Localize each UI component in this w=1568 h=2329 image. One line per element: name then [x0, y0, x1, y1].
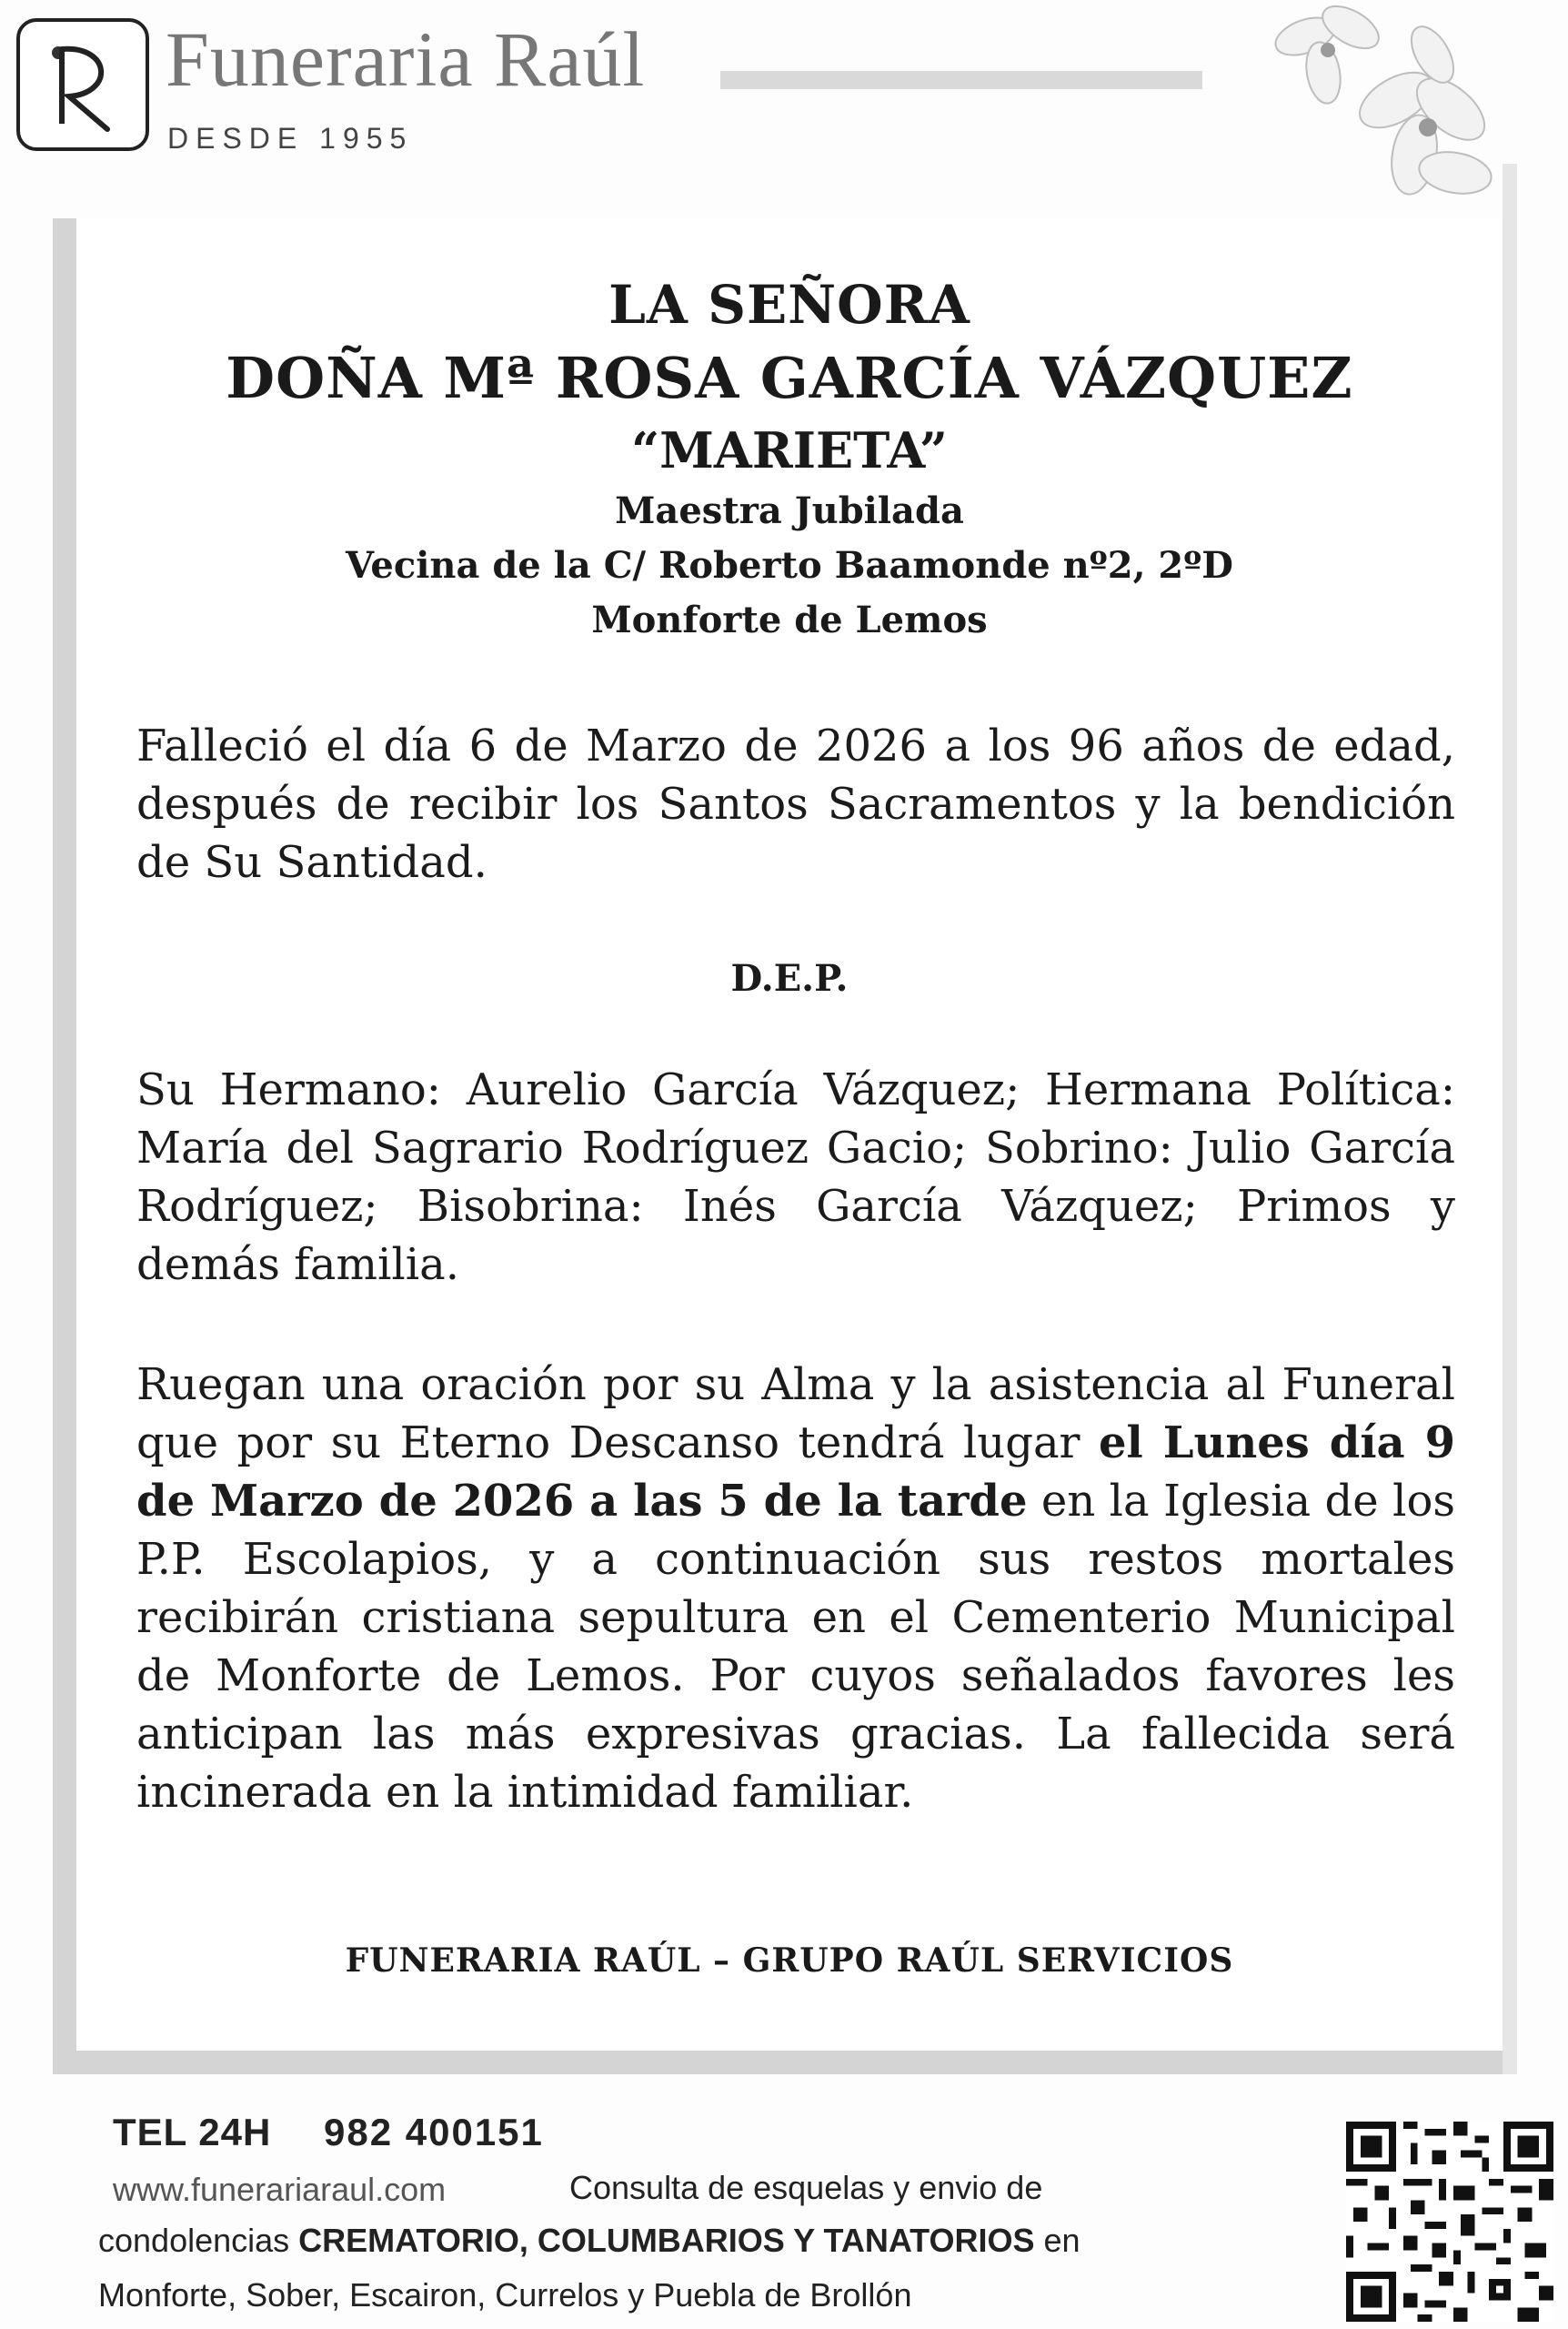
phone-label: TEL 24H [113, 2111, 272, 2153]
deceased-name: DOÑA Mª ROSA GARCÍA VÁZQUEZ [226, 345, 1353, 411]
brand-since: DESDE 1955 [167, 122, 414, 155]
consulta-text: Consulta de esquelas y envio de [569, 2169, 1043, 2206]
deceased-nickname: “MARIETA” [631, 421, 948, 479]
deceased-occupation: Maestra Jubilada [615, 489, 964, 532]
header-divider [720, 71, 1202, 89]
funeral-paragraph [136, 1356, 1455, 1821]
dep-label: D.E.P. [730, 957, 849, 1000]
website-link[interactable]: www.funerariaraul.com [113, 2171, 447, 2208]
funeral-details: en la Iglesia de los P.P. Escolapios, y a continuación sus restos mortales recibirán cristiana sepultura en el Cementerio Municipal de Monforte de Lemos. Por cuyos señalados favores les anticipan las más expresivas gracias. La fallecida será incinerada en la intimidad familiar. [136, 1476, 1455, 1818]
frame-left-border [53, 218, 76, 2074]
brand-name: Funeraria Raúl [166, 15, 646, 103]
qr-code-icon[interactable] [1346, 2122, 1553, 2322]
logo-r-icon [20, 22, 146, 147]
family-paragraph: Su Hermano: Aurelio García Vázquez; Hermana Política: María del Sagrario Rodríguez Gacio; Sobrino: Julio García Rodríguez; Bisobrina: Inés García Vázquez; Primos y demás familia. [136, 1064, 1455, 1290]
frame-bottom-border [53, 2051, 1517, 2074]
funeral-date: el Lunes día 9 de Marzo de 2026 a las 5 de la tarde [136, 1417, 1456, 1527]
funeral-intro: Ruegan una oración por su Alma y la asistencia al Funeral que por su Eterno Descanso tendrá lugar [136, 1359, 1455, 1468]
brand-logo [16, 18, 149, 151]
signature: FUNERARIA RAÚL – GRUPO RAÚL SERVICIOS [345, 1941, 1234, 1980]
services-suffix: en [1034, 2222, 1081, 2259]
services-bold: CREMATORIO, COLUMBARIOS Y TANATORIOS [298, 2222, 1035, 2259]
services-line [98, 2222, 1081, 2260]
services-prefix: condolencias [98, 2222, 299, 2259]
locations-line: Monforte, Sober, Escairon, Currelos y Puebla de Brollón [98, 2276, 912, 2314]
notice-heading [76, 269, 1503, 648]
deceased-address: Vecina de la C/ Roberto Baamonde nº2, 2ºD [346, 544, 1233, 587]
frame-right-border [1503, 164, 1517, 2074]
notice-title: LA SEÑORA [608, 274, 970, 336]
deceased-city: Monforte de Lemos [591, 599, 988, 641]
flowers-icon [1223, 0, 1496, 227]
death-paragraph: Falleció el día 6 de Marzo de 2026 a los 96 años de edad, después de recibir los Santos Sacramentos y la bendición de Su Santidad. [136, 721, 1455, 888]
phone-number[interactable]: 982 400151 [324, 2111, 544, 2153]
